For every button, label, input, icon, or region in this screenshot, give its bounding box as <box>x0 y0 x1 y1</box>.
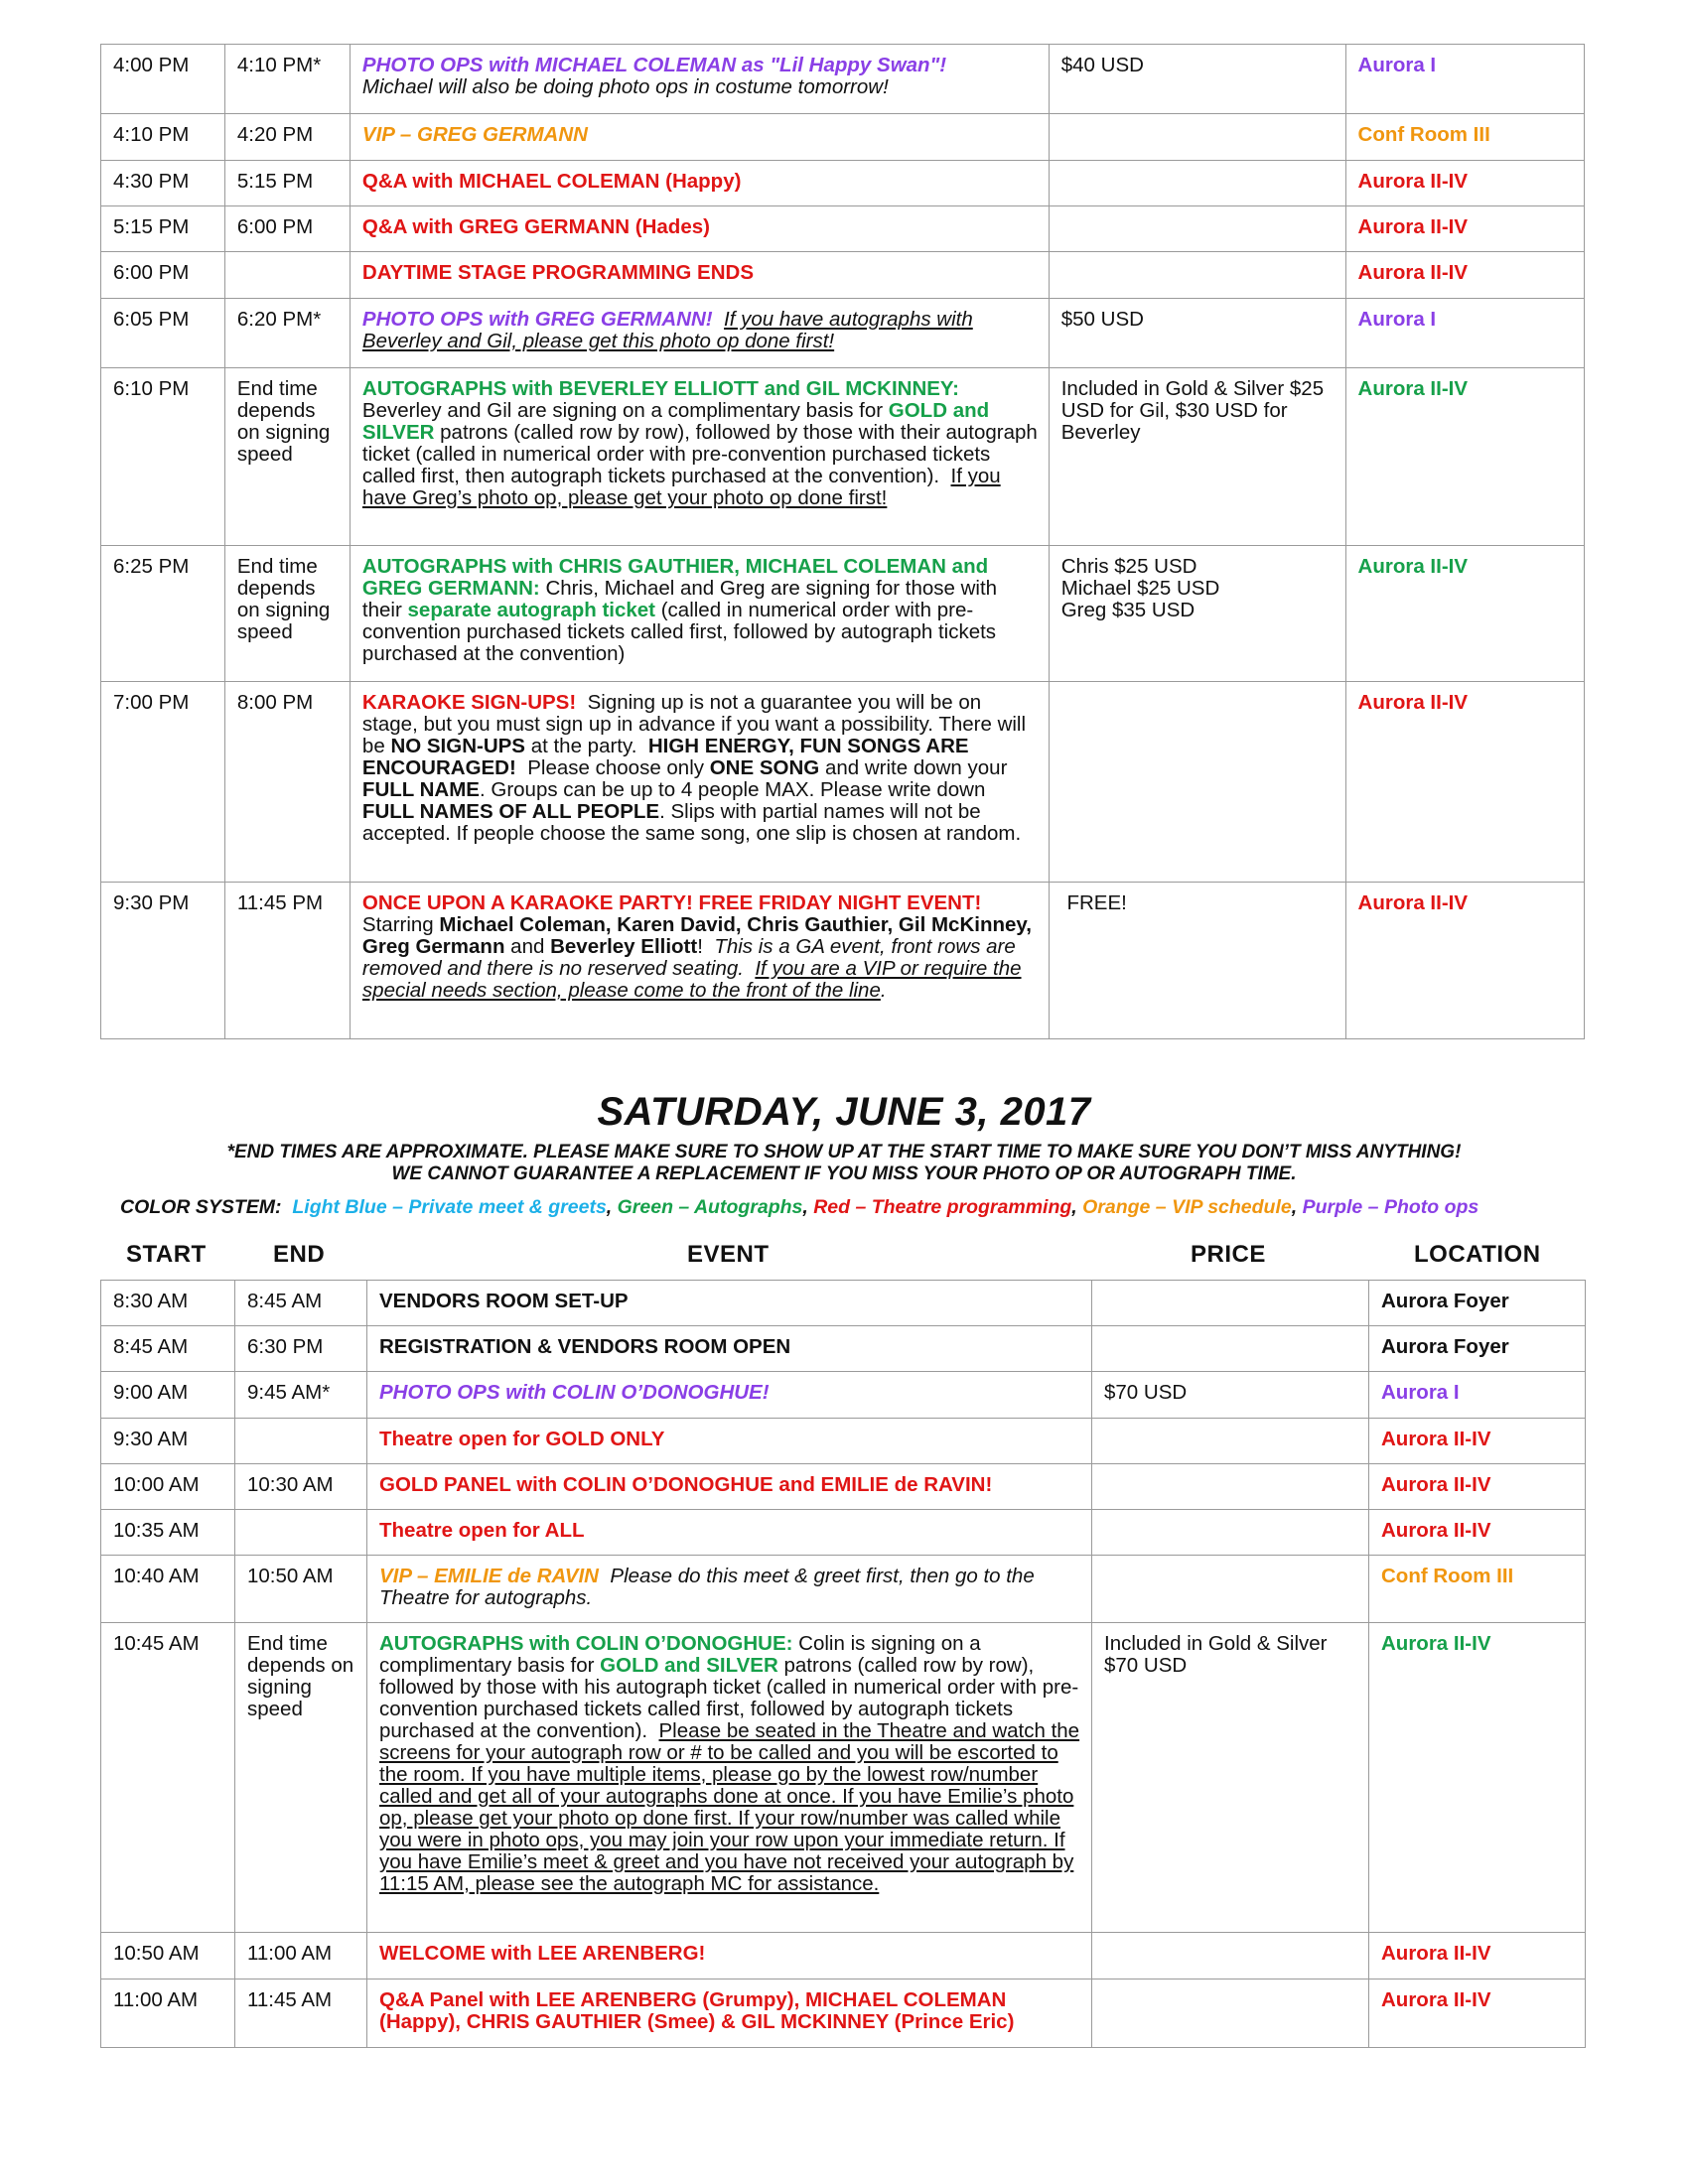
event-text: Starring <box>361 913 434 936</box>
price <box>1092 1326 1369 1372</box>
start-time: 8:30 AM <box>101 1281 235 1326</box>
event-cell <box>367 1372 1092 1419</box>
event-cell <box>350 252 1049 299</box>
legend-purple: Purple – Photo ops <box>1302 1196 1479 1218</box>
start-time: 4:30 PM <box>101 161 225 206</box>
location: Aurora II-IV <box>1369 1623 1586 1933</box>
day-title: SATURDAY, JUNE 3, 2017 <box>597 1090 1091 1134</box>
event-title: REGISTRATION & VENDORS ROOM OPEN <box>379 1335 791 1358</box>
event-title: ONCE UPON A KARAOKE PARTY! FREE FRIDAY NIGHT EVENT! <box>361 891 982 914</box>
event-underline-note: If you have Greg’s photo op, please get your photo op done first! <box>361 465 1001 509</box>
location: Aurora II-IV <box>1369 1933 1586 1979</box>
start-time: 4:00 PM <box>101 45 225 114</box>
guest-names: Beverley Elliott <box>550 935 698 958</box>
event-title: Theatre open for GOLD ONLY <box>379 1428 665 1450</box>
start-time: 9:00 AM <box>101 1372 235 1419</box>
start-time: 6:25 PM <box>101 546 225 682</box>
price <box>1092 1510 1369 1556</box>
location: Aurora Foyer <box>1369 1326 1586 1372</box>
notice-line: WE CANNOT GUARANTEE A REPLACEMENT IF YOU MISS YOUR PHOTO OP OR AUTOGRAPH TIME. <box>391 1163 1297 1184</box>
table-row <box>101 1326 1586 1372</box>
event-underline-note: If you are a VIP or require the special needs section, please come to the front of the line <box>361 957 1022 1002</box>
event-title: VENDORS ROOM SET-UP <box>379 1290 629 1312</box>
price-line: Michael $25 USD <box>1060 577 1220 600</box>
tier-highlight: GOLD and SILVER <box>361 399 990 444</box>
location: Aurora II-IV <box>1345 682 1584 883</box>
event-cell <box>350 546 1049 682</box>
emphasis: FULL NAME <box>361 778 480 801</box>
end-time: 6:20 PM* <box>224 299 350 368</box>
legend-red: Red – Theatre programming <box>813 1196 1072 1218</box>
table-row <box>101 883 1585 1039</box>
table-row <box>101 252 1585 299</box>
event-cell <box>350 883 1049 1039</box>
table-row <box>101 682 1585 883</box>
event-cell <box>350 161 1049 206</box>
event-cell <box>350 206 1049 252</box>
notice-line: *END TIMES ARE APPROXIMATE. PLEASE MAKE SURE TO SHOW UP AT THE START TIME TO MAKE SURE YOU DON’T MISS ANYTHING! <box>226 1142 1462 1162</box>
event-cell <box>350 114 1049 161</box>
event-title: GOLD PANEL with COLIN O’DONOGHUE and EMILIE de RAVIN! <box>379 1473 993 1496</box>
event-text: Signing up is not a guarantee you will be on stage, but you must sign up in advance if you want a possibility. There will be <box>361 691 1027 757</box>
price-line: Greg $35 USD <box>1060 599 1196 621</box>
end-time: 11:45 AM <box>235 1979 367 2048</box>
event-title: AUTOGRAPHS with COLIN O’DONOGHUE: <box>379 1632 793 1655</box>
location: Aurora I <box>1345 299 1584 368</box>
location: Conf Room III <box>1369 1556 1586 1623</box>
price <box>1092 1623 1369 1933</box>
event-cell <box>367 1979 1092 2048</box>
location: Aurora II-IV <box>1345 252 1584 299</box>
event-cell <box>350 682 1049 883</box>
location: Aurora II-IV <box>1369 1419 1586 1464</box>
table-row <box>101 1933 1586 1979</box>
table-row <box>101 206 1585 252</box>
price <box>1092 1933 1369 1979</box>
column-header-end: END <box>273 1241 326 1268</box>
legend-separator: , <box>802 1196 808 1218</box>
start-time: 5:15 PM <box>101 206 225 252</box>
price: $40 USD <box>1049 45 1345 114</box>
start-time: 9:30 AM <box>101 1419 235 1464</box>
event-title: WELCOME with LEE ARENBERG! <box>379 1942 706 1965</box>
event-title: Theatre open for ALL <box>379 1519 585 1542</box>
column-header-price: PRICE <box>1191 1241 1266 1268</box>
friday-schedule-table <box>100 44 1585 1039</box>
column-header-location: LOCATION <box>1414 1241 1541 1268</box>
end-time: 4:10 PM* <box>224 45 350 114</box>
price-text: FREE! <box>1066 891 1127 914</box>
event-note: This is a GA event, front rows are removed and there is no reserved seating. <box>361 935 1016 980</box>
event-title: PHOTO OPS with MICHAEL COLEMAN as "Lil Happy Swan"! <box>361 54 947 76</box>
price <box>1049 114 1345 161</box>
location: Aurora II-IV <box>1345 546 1584 682</box>
end-time: 5:15 PM <box>224 161 350 206</box>
event-underline-note: Please be seated in the Theatre and watch the screens for your autograph row or # to be called and you will be escorted to the room. If you have multiple items, please go by the lowest row/number called and get all of your autographs done at once. If you have Emilie’s photo op, please get your photo op done first. If your row/number was called while you were in photo ops, you may join your row upon your immediate return. If you have Emilie’s meet & greet and you have not received your autograph by 11:15 AM, please see the autograph MC for assistance. <box>379 1719 1080 1895</box>
event-note: Michael will also be doing photo ops in costume tomorrow! <box>361 75 889 98</box>
table-row <box>101 1464 1586 1510</box>
event-title: VIP – GREG GERMANN <box>361 123 588 146</box>
price <box>1049 252 1345 299</box>
legend-separator: , <box>606 1196 613 1218</box>
price: Included in Gold & Silver $25 USD for Gil, $30 USD for Beverley <box>1049 368 1345 546</box>
end-time: End time depends on signing speed <box>224 546 350 682</box>
end-time: 6:30 PM <box>235 1326 367 1372</box>
event-cell <box>350 368 1049 546</box>
event-text: and write down your <box>824 756 1008 779</box>
legend-blue: Light Blue – Private meet & greets <box>292 1196 607 1218</box>
event-title: PHOTO OPS with GREG GERMANN! <box>361 308 713 331</box>
price <box>1092 1979 1369 2048</box>
end-time: 4:20 PM <box>224 114 350 161</box>
table-row <box>101 1556 1586 1623</box>
start-time: 7:00 PM <box>101 682 225 883</box>
price <box>1049 682 1345 883</box>
event-text: . Slips with partial names will not be accepted. If people choose the same song, one slip is chosen at random. <box>361 800 1022 845</box>
start-time: 10:45 AM <box>101 1623 235 1933</box>
price <box>1049 206 1345 252</box>
event-cell <box>367 1556 1092 1623</box>
location: Aurora I <box>1369 1372 1586 1419</box>
event-cell <box>367 1510 1092 1556</box>
tier-highlight: GOLD and SILVER <box>600 1654 778 1677</box>
event-cell <box>367 1281 1092 1326</box>
legend-label: COLOR SYSTEM: <box>120 1196 282 1218</box>
price-line: Included in Gold & Silver <box>1104 1632 1328 1655</box>
event-text: patrons (called row by row), followed by those with their autograph ticket (called in numerical order with pre-convention purchased tickets called first, then autograph tickets purchased at the convention). <box>361 421 1038 487</box>
legend-separator: , <box>1291 1196 1298 1218</box>
event-text: Beverley and Gil are signing on a complimentary basis for <box>361 399 884 422</box>
end-time: 11:00 AM <box>235 1933 367 1979</box>
color-system-legend <box>120 1196 1478 1219</box>
event-note: Please do this meet & greet first, then go to the Theatre for autographs. <box>379 1565 1035 1609</box>
event-text: patrons (called row by row), followed by those with his autograph ticket (called in numerical order with pre-convention purchased tickets called first, followed by autograph tickets purchased at the convention). <box>379 1654 1079 1742</box>
event-text: ! <box>697 935 703 958</box>
start-time: 10:35 AM <box>101 1510 235 1556</box>
event-cell <box>367 1326 1092 1372</box>
location: Aurora II-IV <box>1345 206 1584 252</box>
table-row <box>101 1510 1586 1556</box>
event-cell <box>367 1933 1092 1979</box>
location: Aurora Foyer <box>1369 1281 1586 1326</box>
legend-green: Green – Autographs <box>617 1196 803 1218</box>
table-row <box>101 1372 1586 1419</box>
event-text: at the party. <box>530 735 637 757</box>
event-text: and <box>510 935 545 958</box>
end-time: 11:45 PM <box>224 883 350 1039</box>
location: Aurora I <box>1345 45 1584 114</box>
end-time <box>235 1510 367 1556</box>
column-header-event: EVENT <box>687 1241 770 1268</box>
end-time: End time depends on signing speed <box>235 1623 367 1933</box>
event-title: Q&A Panel with LEE ARENBERG (Grumpy), MICHAEL COLEMAN (Happy), CHRIS GAUTHIER (Smee) & GIL MCKINNEY (Prince Eric) <box>379 1988 1015 2033</box>
price <box>1092 1419 1369 1464</box>
start-time: 8:45 AM <box>101 1326 235 1372</box>
end-time: 10:50 AM <box>235 1556 367 1623</box>
end-time <box>235 1419 367 1464</box>
event-text: (called in numerical order with pre-convention purchased tickets called first, followed by autograph tickets purchased at the convention) <box>361 599 997 665</box>
legend-separator: , <box>1071 1196 1077 1218</box>
event-title: KARAOKE SIGN-UPS! <box>361 691 577 714</box>
event-cell <box>367 1623 1092 1933</box>
event-cell <box>367 1419 1092 1464</box>
column-header-start: START <box>126 1241 207 1268</box>
table-row <box>101 546 1585 682</box>
table-row <box>101 299 1585 368</box>
location: Aurora II-IV <box>1345 883 1584 1039</box>
table-row <box>101 1281 1586 1326</box>
price: $70 USD <box>1092 1372 1369 1419</box>
saturday-schedule-table <box>100 1280 1586 2048</box>
price <box>1092 1281 1369 1326</box>
event-text: Chris, Michael and Greg are signing for those with their <box>361 577 998 621</box>
start-time: 10:00 AM <box>101 1464 235 1510</box>
start-time: 10:40 AM <box>101 1556 235 1623</box>
event-cell <box>367 1464 1092 1510</box>
event-title: Q&A with GREG GERMANN (Hades) <box>361 215 710 238</box>
schedule-notice <box>0 1142 1688 1185</box>
end-time: 8:45 AM <box>235 1281 367 1326</box>
end-time: 10:30 AM <box>235 1464 367 1510</box>
start-time: 9:30 PM <box>101 883 225 1039</box>
event-text: . Groups can be up to 4 people MAX. Please write down <box>479 778 986 801</box>
price: $50 USD <box>1049 299 1345 368</box>
start-time: 6:00 PM <box>101 252 225 299</box>
price <box>1092 1464 1369 1510</box>
price <box>1092 1556 1369 1623</box>
table-row <box>101 45 1585 114</box>
table-row <box>101 1419 1586 1464</box>
price <box>1049 546 1345 682</box>
start-time: 10:50 AM <box>101 1933 235 1979</box>
emphasis: ONE SONG <box>709 756 820 779</box>
emphasis: NO SIGN-UPS <box>390 735 525 757</box>
legend-orange: Orange – VIP schedule <box>1082 1196 1292 1218</box>
location: Aurora II-IV <box>1369 1979 1586 2048</box>
end-time: 8:00 PM <box>224 682 350 883</box>
guest-names: Michael Coleman, Karen David, Chris Gauthier, Gil McKinney, Greg Germann <box>361 913 1032 958</box>
end-time: 6:00 PM <box>224 206 350 252</box>
table-row <box>101 1979 1586 2048</box>
location: Aurora II-IV <box>1345 161 1584 206</box>
table-row <box>101 1623 1586 1933</box>
start-time: 11:00 AM <box>101 1979 235 2048</box>
location: Aurora II-IV <box>1369 1510 1586 1556</box>
price <box>1049 883 1345 1039</box>
event-cell <box>350 45 1049 114</box>
event-note: If you have autographs with Beverley and Gil, please get this photo op done first! <box>361 308 973 352</box>
event-text: Please choose only <box>527 756 705 779</box>
event-title: VIP – EMILIE de RAVIN <box>379 1565 599 1587</box>
event-text: . <box>880 979 887 1002</box>
event-title: AUTOGRAPHS with CHRIS GAUTHIER, MICHAEL COLEMAN and GREG GERMANN: <box>361 555 989 600</box>
location: Conf Room III <box>1345 114 1584 161</box>
start-time: 6:05 PM <box>101 299 225 368</box>
emphasis: HIGH ENERGY, FUN SONGS ARE ENCOURAGED! <box>361 735 969 779</box>
end-time <box>224 252 350 299</box>
start-time: 4:10 PM <box>101 114 225 161</box>
table-row <box>101 161 1585 206</box>
start-time: 6:10 PM <box>101 368 225 546</box>
emphasis: FULL NAMES OF ALL PEOPLE <box>361 800 660 823</box>
price-line: $70 USD <box>1104 1654 1188 1677</box>
price-line: Chris $25 USD <box>1060 555 1197 578</box>
table-row <box>101 368 1585 546</box>
location: Aurora II-IV <box>1345 368 1584 546</box>
event-title: PHOTO OPS with COLIN O’DONOGHUE! <box>379 1381 770 1404</box>
end-time: 9:45 AM* <box>235 1372 367 1419</box>
event-title: DAYTIME STAGE PROGRAMMING ENDS <box>361 261 755 284</box>
end-time: End time depends on signing speed <box>224 368 350 546</box>
event-title: AUTOGRAPHS with BEVERLEY ELLIOTT and GIL MCKINNEY: <box>361 377 959 400</box>
location: Aurora II-IV <box>1369 1464 1586 1510</box>
event-title: Q&A with MICHAEL COLEMAN (Happy) <box>361 170 742 193</box>
event-cell <box>350 299 1049 368</box>
price <box>1049 161 1345 206</box>
ticket-highlight: separate autograph ticket <box>407 599 656 621</box>
table-row <box>101 114 1585 161</box>
event-text: Colin is signing on a complimentary basis for <box>379 1632 981 1677</box>
